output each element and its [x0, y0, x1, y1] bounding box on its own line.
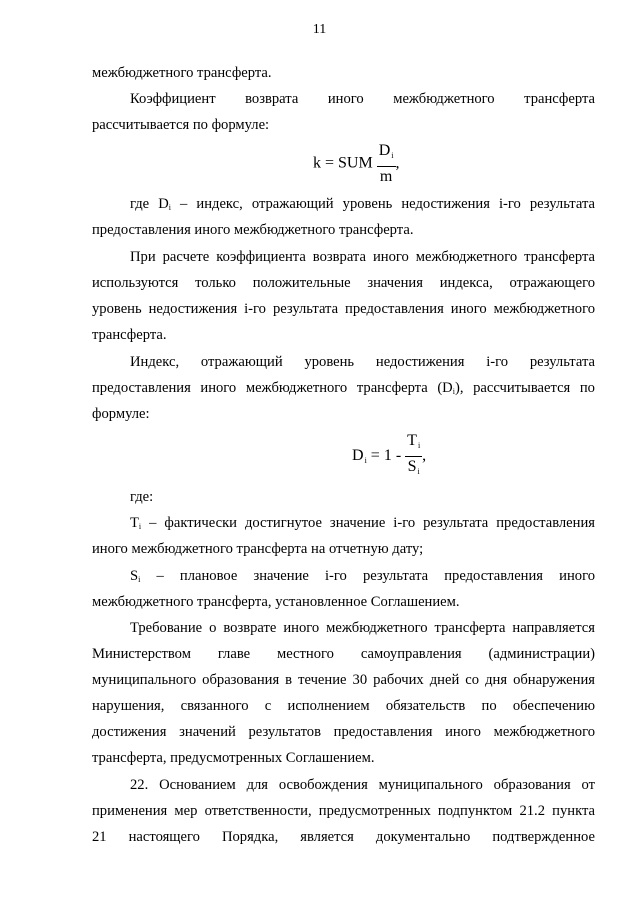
text-line: уровень недостижения i-го результата предоставления иного межбюджетного: [92, 301, 595, 317]
formula-index: [352, 431, 426, 482]
page-number: 11: [312, 22, 327, 37]
text-line: трансферта, предусмотренных Соглашением.: [92, 750, 375, 766]
text-line: формуле:: [92, 406, 150, 422]
formula-coefficient: [313, 141, 400, 187]
lhs-subscript: i: [364, 456, 367, 466]
text-line: трансферта.: [92, 327, 167, 343]
formula-trailing: ,: [395, 154, 400, 172]
formula-denominator: m: [379, 168, 393, 185]
lhs-symbol: D: [352, 447, 364, 465]
numerator-subscript: i: [391, 151, 394, 160]
numerator-symbol: D: [378, 142, 391, 159]
text-segment: – индекс, отражающий уровень недостижения i-го результата: [171, 196, 595, 212]
text-line: предоставления иного межбюджетного трансферта.: [92, 222, 414, 238]
text-line: Индекс, отражающий уровень недостижения i-го результата: [130, 354, 595, 370]
text-line: муниципального образования в течение 30 рабочих дней со дня обнаружения: [92, 672, 595, 688]
text-line: 22. Основанием для освобождения муниципального образования от: [130, 777, 595, 793]
text-line: 21 настоящего Порядка, является документально подтвержденное: [92, 829, 595, 845]
text-line: Министерством главе местного самоуправления (администрации): [92, 646, 595, 662]
text-line: применения мер ответственности, предусмотренных подпунктом 21.2 пункта: [92, 803, 595, 819]
text-line: Требование о возврате иного межбюджетного трансферта направляется: [130, 620, 595, 636]
formula-lhs: [352, 447, 367, 464]
numerator-subscript: i: [417, 441, 421, 450]
denominator-symbol: S: [407, 458, 417, 475]
subscript: i: [168, 203, 171, 212]
formula-fraction: [405, 431, 422, 482]
text-segment: – фактически достигнутое значение i-го результата предоставления: [141, 515, 595, 531]
text-segment: где D: [130, 196, 169, 212]
subscript: i: [138, 575, 141, 584]
formula-denominator: [405, 457, 422, 482]
text-line: иного межбюджетного трансферта на отчетную дату;: [92, 541, 424, 557]
text-segment: – плановое значение i-го результата предоставления иного: [140, 568, 595, 584]
text-line: межбюджетного трансферта.: [92, 65, 272, 81]
numerator-symbol: T: [407, 432, 417, 449]
text-segment: S: [130, 568, 139, 584]
text-segment: ), рассчитывается по: [454, 380, 595, 396]
text-line: достижения значений результатов предоставления иного межбюджетного: [92, 724, 595, 740]
text-segment: предоставления иного межбюджетного трансферта (D: [92, 380, 453, 396]
formula-lhs: k = SUM: [313, 154, 373, 172]
text-line: Коэффициент возврата иного межбюджетного трансферта: [130, 91, 595, 107]
formula-numerator: [377, 141, 396, 167]
formula-equals: = 1 -: [370, 447, 402, 465]
formula-numerator: [405, 431, 422, 457]
subscript: i: [138, 522, 142, 531]
formula-fraction: [377, 141, 396, 187]
subscript: i: [452, 387, 455, 396]
text-line: рассчитывается по формуле:: [92, 117, 270, 133]
text-line: нарушения, связанного с исполнением обязательств по обеспечению: [92, 698, 595, 714]
text-line: где:: [130, 489, 154, 505]
text-segment: T: [130, 515, 139, 531]
denominator-subscript: i: [417, 467, 420, 476]
text-line: используются только положительные значения индекса, отражающего: [92, 275, 595, 291]
text-line: При расчете коэффициента возврата иного межбюджетного трансферта: [130, 249, 595, 265]
formula-trailing: ,: [422, 447, 427, 465]
text-line: межбюджетного трансферта, установленное Соглашением.: [92, 594, 460, 610]
